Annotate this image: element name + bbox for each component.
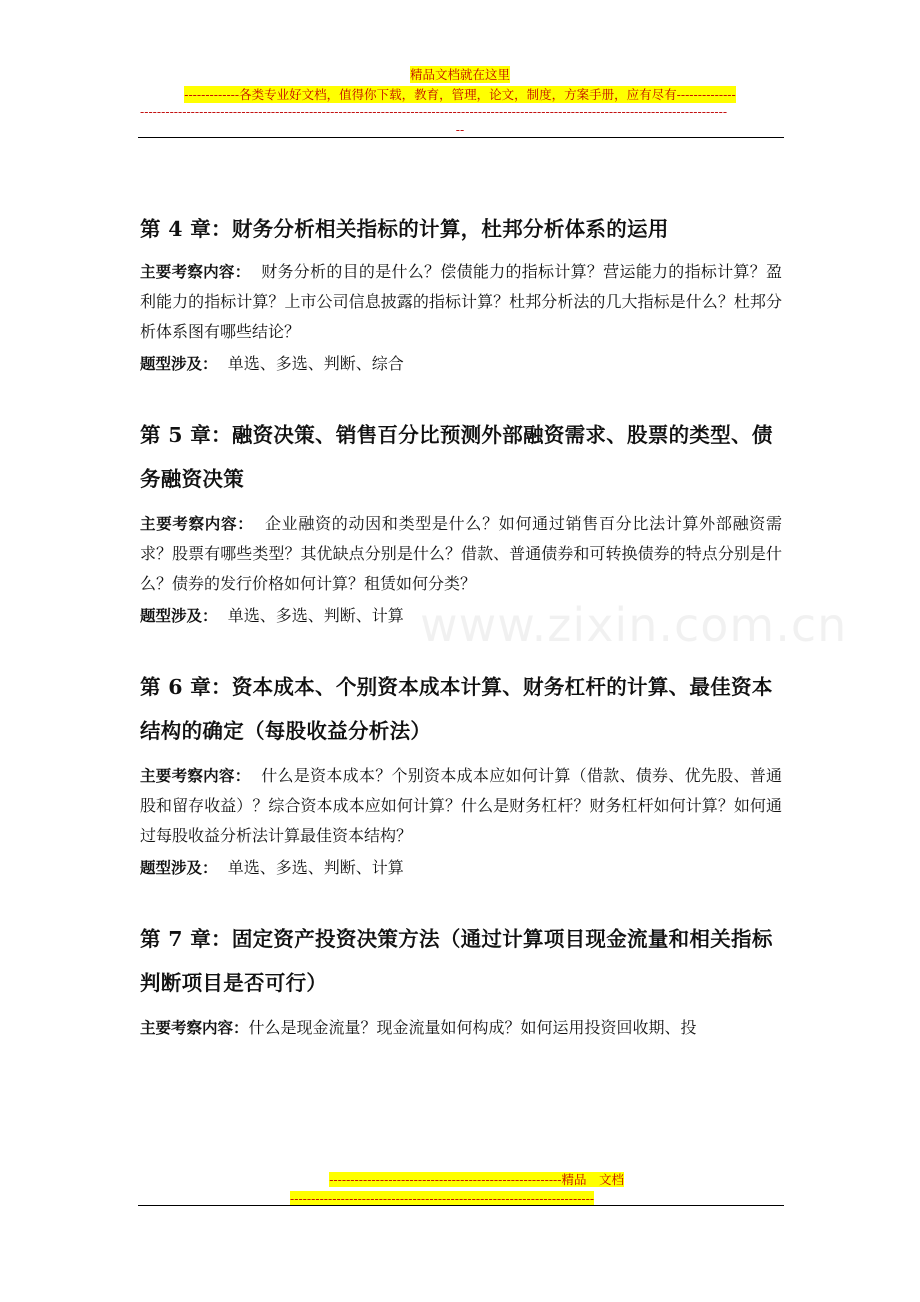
chapter-content: [140, 1013, 782, 1043]
types-text: 单选、多选、判断、综合: [227, 354, 404, 373]
types-label: 题型涉及：: [140, 355, 218, 373]
content-label: 主要考察内容：: [140, 515, 254, 533]
content-label: 主要考察内容：: [140, 263, 251, 281]
chapter-content: [140, 509, 782, 599]
document-body: [140, 209, 782, 1043]
content-label: 主要考察内容：: [140, 1019, 249, 1037]
chapter-question-types: [140, 349, 782, 379]
header-subtitle: -------------各类专业好文档，值得你下载，教育，管理，论文，制度，方案手册，应有尽有--------------: [184, 87, 736, 102]
chapter-title: 第 7 章：固定资产投资决策方法（通过计算项目现金流量和相关指标判断项目是否可行）: [140, 927, 773, 995]
chapter-title: 第 5 章：融资决策、销售百分比预测外部融资需求、股票的类型、债务融资决策: [140, 423, 773, 491]
chapter-7: [140, 917, 782, 1043]
header-dash-tail: --: [455, 122, 465, 137]
chapter-content: [140, 761, 782, 851]
footer-line-2: ------------------------------------------------------------------------: [290, 1191, 595, 1206]
content-label: 主要考察内容：: [140, 767, 251, 785]
chapter-6: [140, 665, 782, 883]
chapter-title: 第 4 章：财务分析相关指标的计算，杜邦分析体系的运用: [140, 217, 669, 241]
types-label: 题型涉及：: [140, 607, 218, 625]
content-text: 企业融资的动因和类型是什么？如何通过销售百分比法计算外部融资需求？股票有哪些类型？其优缺点分别是什么？借款、普通债券和可转换债券的特点分别是什么？债券的发行价格如何计算？租赁如何分类？: [140, 514, 782, 593]
types-label: 题型涉及：: [140, 859, 218, 877]
header-rule: [138, 137, 784, 138]
watermark: www.zixin.com.cn: [420, 598, 848, 652]
types-text: 单选、多选、判断、计算: [227, 606, 404, 625]
content-text: 财务分析的目的是什么？偿债能力的指标计算？营运能力的指标计算？盈利能力的指标计算？上市公司信息披露的指标计算？杜邦分析法的几大指标是什么？杜邦分析体系图有哪些结论？: [140, 262, 782, 341]
content-text: 什么是资本成本？个别资本成本应如何计算（借款、债券、优先股、普通股和留存收益）？综合资本成本应如何计算？什么是财务杠杆？财务杠杆如何计算？如何通过每股收益分析法计算最佳资本结构？: [140, 766, 782, 845]
chapter-question-types: [140, 853, 782, 883]
types-text: 单选、多选、判断、计算: [227, 858, 404, 877]
footer-line-1: -------------------------------------------------------精品 文档: [329, 1172, 624, 1187]
header-dash-line: -------------------------------------------------------------------------------------------------------------------------------------------: [140, 104, 728, 119]
chapter-4: [140, 209, 782, 379]
header-title: 精品文档就在这里: [409, 67, 510, 82]
chapter-content: [140, 257, 782, 347]
chapter-5: [140, 413, 782, 631]
chapter-title: 第 6 章：资本成本、个别资本成本计算、财务杠杆的计算、最佳资本结构的确定（每股收益分析法）: [140, 675, 773, 743]
chapter-question-types: [140, 601, 782, 631]
footer-rule: [138, 1205, 784, 1206]
content-text: 什么是现金流量？现金流量如何构成？如何运用投资回收期、投: [248, 1018, 697, 1037]
